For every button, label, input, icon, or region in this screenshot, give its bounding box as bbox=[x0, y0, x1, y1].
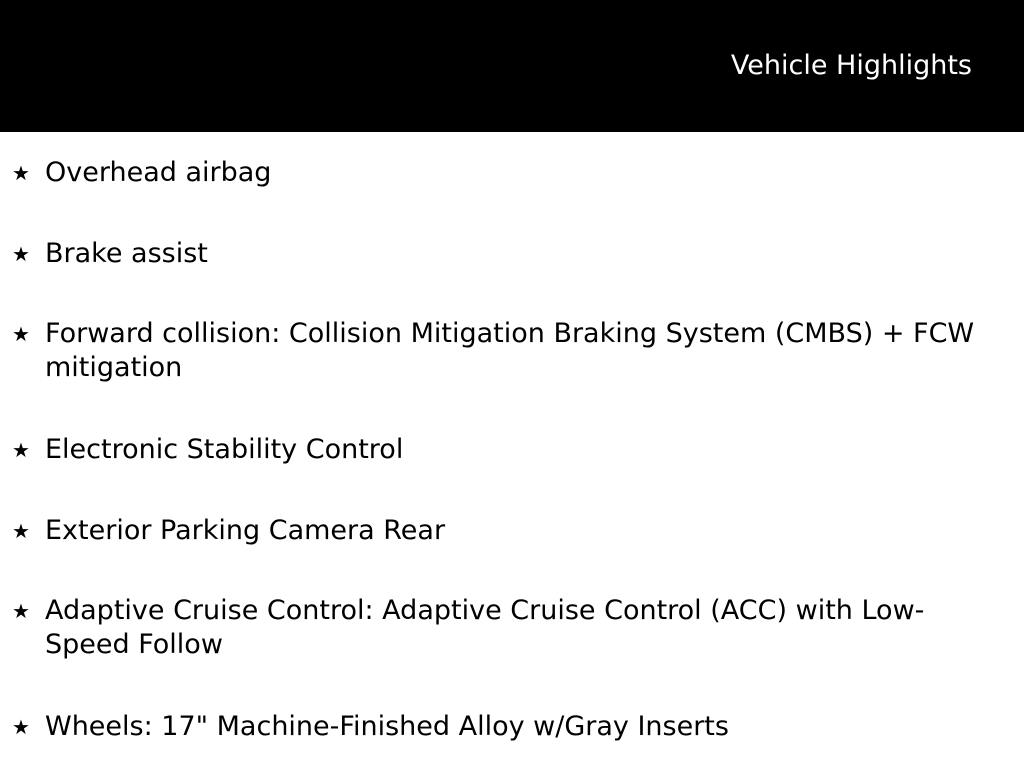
list-item-text: Electronic Stability Control bbox=[45, 434, 404, 465]
star-icon: ★ bbox=[12, 322, 30, 346]
list-item-text: Brake assist bbox=[45, 238, 208, 269]
list-item-text: Adaptive Cruise Control: Adaptive Cruise Control (ACC) with Low-Speed Follow bbox=[45, 595, 925, 660]
list-item-text: Exterior Parking Camera Rear bbox=[45, 515, 446, 546]
star-icon: ★ bbox=[12, 519, 30, 543]
star-icon: ★ bbox=[12, 438, 30, 462]
star-icon: ★ bbox=[12, 242, 30, 266]
list-item-text: Wheels: 17" Machine-Finished Alloy w/Gray Inserts bbox=[45, 711, 729, 742]
page-title: Vehicle Highlights bbox=[730, 50, 972, 81]
star-icon: ★ bbox=[12, 161, 30, 185]
list-item-text: Forward collision: Collision Mitigation Braking System (CMBS) + FCW mitigation bbox=[45, 318, 975, 383]
star-icon: ★ bbox=[12, 715, 30, 739]
list-item-text: Overhead airbag bbox=[45, 157, 272, 188]
header-bar bbox=[0, 0, 1024, 132]
star-icon: ★ bbox=[12, 599, 30, 623]
